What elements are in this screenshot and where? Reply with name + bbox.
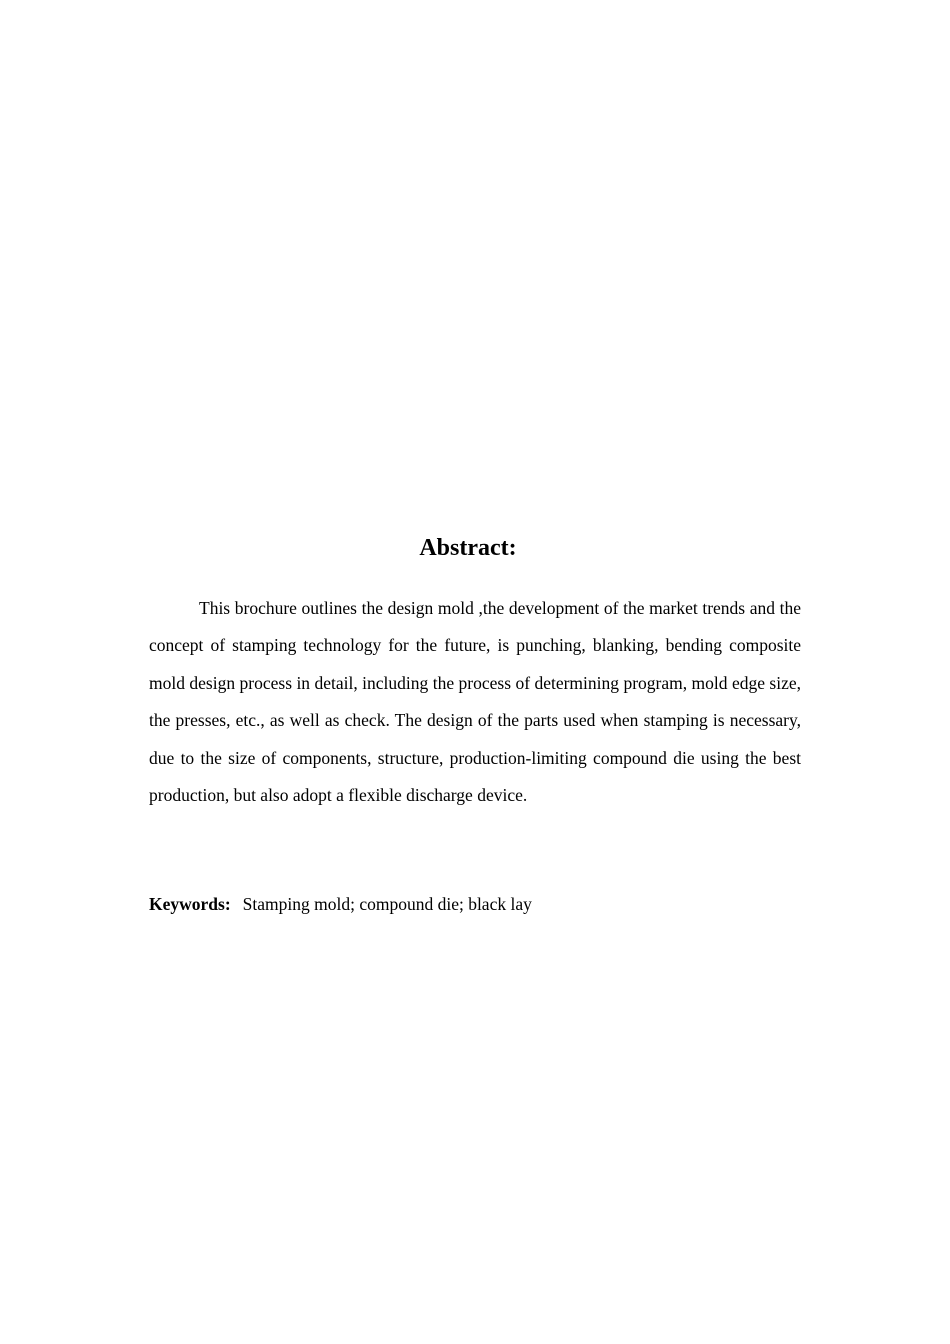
keywords-value: Stamping mold; compound die; black lay	[242, 894, 532, 914]
keywords-line	[149, 887, 801, 921]
keywords-label: Keywords:	[149, 894, 231, 914]
abstract-paragraph: This brochure outlines the design mold ,the development of the market trends and the concept of stamping technology for the future, is punching, blanking, bending composite mold design process in detail, including the process of determining program, mold edge size, the presses, etc., as well as check. The design of the parts used when stamping is necessary, due to the size of components, structure, production-limiting compound die using the best production, but also adopt a flexible discharge device.	[149, 598, 801, 806]
abstract-heading: Abstract:	[419, 535, 517, 561]
